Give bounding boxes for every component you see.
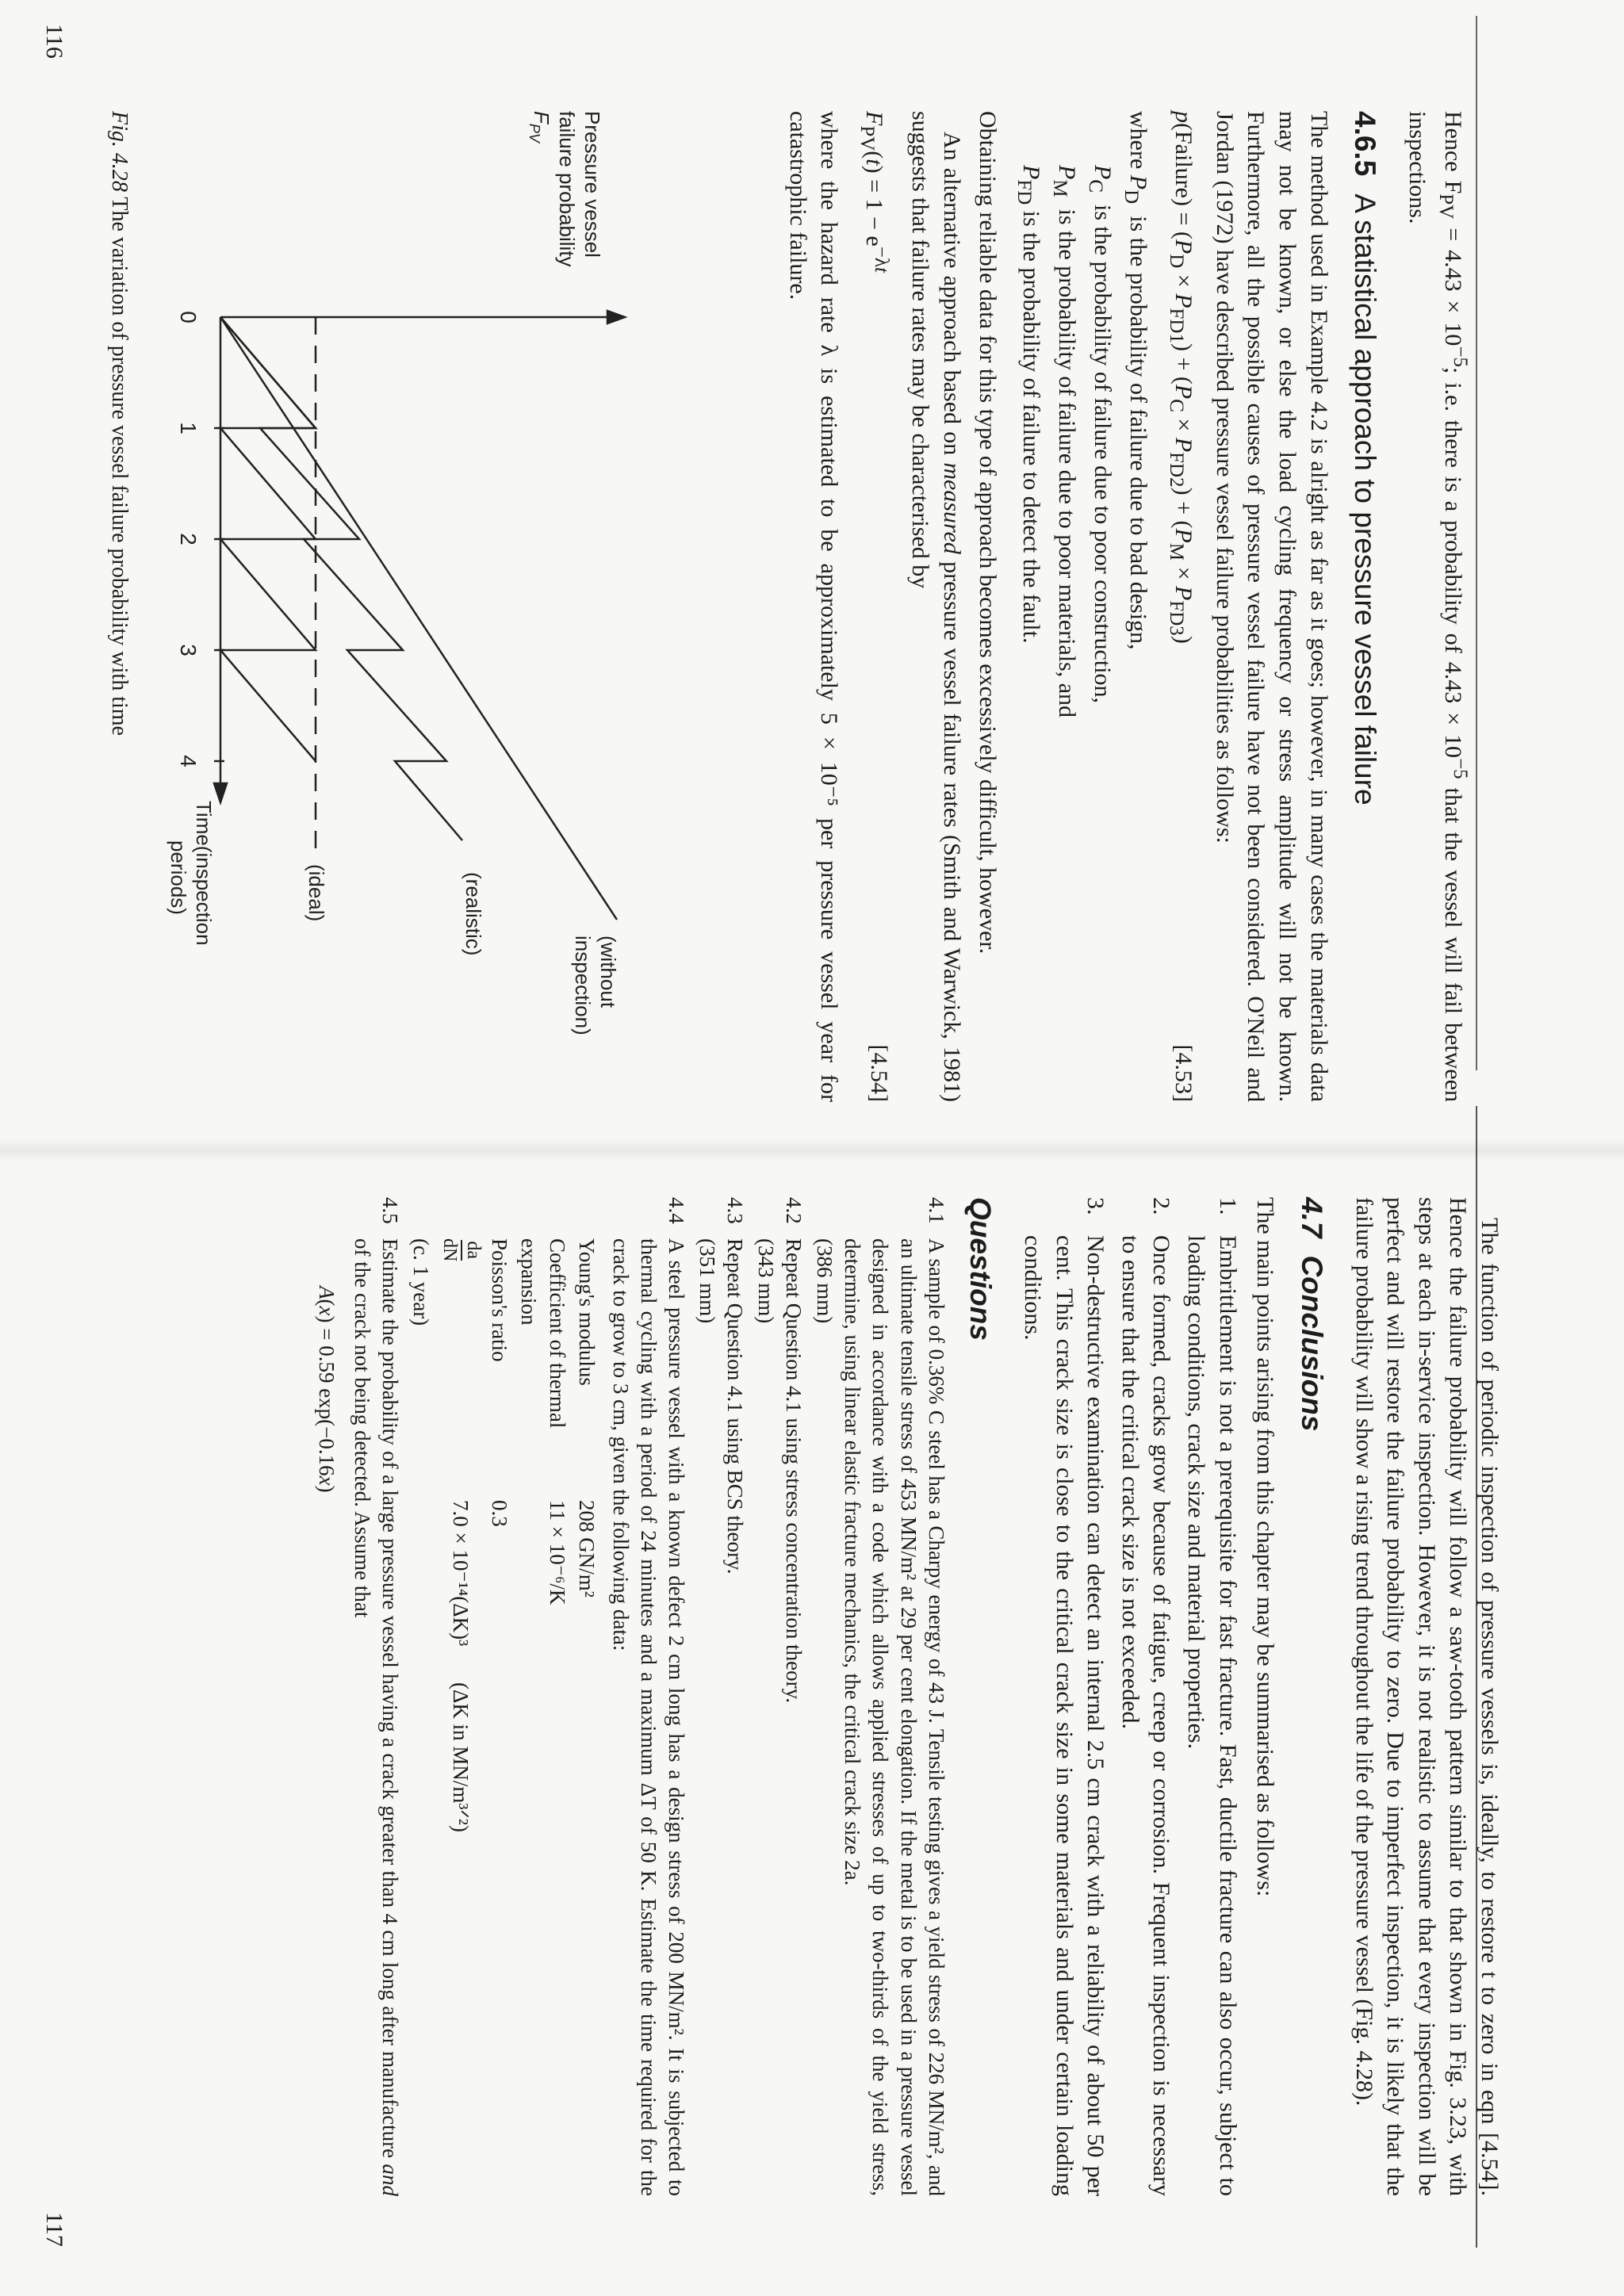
- conclusions-list: [1017, 1197, 1243, 2196]
- equation-4-53-tag: [4.53]: [1170, 1044, 1197, 1102]
- equation-4-54: [854, 111, 894, 1102]
- data-value: 11 × 10⁻⁶/K: [545, 1500, 569, 1605]
- list-item: 3. Non-destructive examination can detect an internal 2.5 cm crack with a reliability of about 50 per cent. This crack size is close to the critical crack size in some materials and under certain loading conditions.: [1020, 1197, 1109, 2196]
- data-value: 0.3: [487, 1500, 511, 1527]
- x-axis-label-line1: Time(inspection: [192, 801, 216, 946]
- equation-4-54-tag: [4.54]: [866, 1044, 893, 1102]
- crack-growth-rate: [439, 1238, 484, 1500]
- question-4-4-data: [439, 1238, 602, 2196]
- answer: (351 mm): [695, 1238, 719, 1324]
- x-tick-2: 2: [176, 533, 201, 545]
- question-4-1: 4.1 A sample of 0.36% C steel has a Charpy energy of 43 J. Tensile testing gives a yield stress of 226 MN/m², and an ultimate tensile stress of 453 MN/m² at 29 per cent elongation. If the metal is to be used in a pressure vessel designed in accordance with a code which allows applied stresses of up to two-thirds of the yield stress, determine, using linear elastic fracture mechanics, the critical crack size 2a. (386 mm): [813, 1197, 948, 2196]
- conclusions-intro: The main points arising from this chapter may be summarised as follows:: [1252, 1197, 1279, 1897]
- list-item: 2. Once formed, cracks grow because of fatigue, creep or corrosion. Frequent inspection is necessary to ensure that the critical crack size is not exceeded.: [1116, 1197, 1175, 2196]
- data-key: Poisson's ratio: [487, 1238, 511, 1362]
- data-key: Coefficient of thermal expansion: [517, 1238, 569, 1429]
- section-heading-4-6-5: [1346, 111, 1385, 1102]
- y-axis-label-line3: $F_{PV}$: [527, 111, 553, 143]
- definitions: [1011, 111, 1154, 1102]
- page-number-left: 116: [41, 24, 67, 59]
- paragraph-hazard-rate: where the hazard rate λ is estimated to be approximately 5 × 10⁻⁵ per pressure vessel year for catastrophic failure.: [784, 111, 843, 1102]
- definition-pc: $P_C$ is the probability of failure due to poor construction,: [1085, 165, 1116, 704]
- gutter: [0, 1138, 1624, 1162]
- intro-paragraph: Hence $F_{PV} = 4.43 \times 10^{-5}$; i.e. there is a probability of $4.43 \times 10^{-5}$ that the vessel will fail between inspections.: [1404, 111, 1471, 1103]
- definition-pd: where $P_D$ is the probability of failure due to bad design,: [1120, 111, 1152, 650]
- question-4-5-equation: A(x) = 0.59 exp(−0.16x): [314, 1286, 339, 1493]
- y-axis-label-line2: failure probability: [555, 111, 579, 267]
- definition-pm: $P_M$ is the probability of failure due to poor materials, and: [1049, 165, 1081, 718]
- label-without-line1: (without: [596, 936, 620, 1008]
- section-title: A statistical approach to pressure vessel failure: [1349, 193, 1382, 806]
- figure-caption-label: Fig. 4.28: [107, 111, 132, 192]
- right-page: [38, 1197, 1505, 2196]
- list-item: 1. Embrittlement is not a prerequisite for fast fracture. Fast, ductile fracture can also occur, subject to loading conditions, crack size and material properties.: [1183, 1197, 1241, 2196]
- equation-4-53: [1163, 111, 1199, 1102]
- paragraph-periodic-inspection: The function of periodic inspection of pressure vessels is, ideally, to restore t to zero in eqn [4.54]. Hence the failure probability will follow a saw-tooth pattern similar to that shown in Fig. 3.23, with steps at each in-service inspection. However, it is not realistic to assume that every inspection will be perfect and will restore the failure probability to zero. Due to imperfect inspection, it is likely that the failure probability will show a rising trend throughout the life of the pressure vessel (Fig. 4.28).: [1350, 1197, 1503, 2196]
- section-heading-4-7: [1292, 1197, 1331, 2196]
- crack-growth-value: 7.0 × 10⁻¹⁴(ΔK)³: [449, 1500, 473, 1647]
- section-number: 4.6.5: [1349, 111, 1382, 177]
- figure-caption-text: The variation of pressure vessel failure probability with time: [107, 191, 132, 736]
- x-tick-0: 0: [176, 311, 201, 323]
- data-key: Young's modulus: [575, 1238, 599, 1386]
- x-axis-arrow: [214, 783, 227, 802]
- line-realistic: [220, 317, 462, 840]
- figure-caption: [104, 111, 133, 736]
- label-realistic: (realistic): [462, 872, 485, 956]
- paragraph-alternative: An alternative approach based on measured pressure vessel failure rates (Smith and Warwick, 1981) suggests that failure rates may be characterised by: [907, 111, 965, 1103]
- line-ideal: [220, 317, 316, 761]
- da-dn-fraction: da dN: [439, 1238, 484, 1262]
- x-tick-1: 1: [176, 422, 201, 434]
- y-axis-arrow: [607, 311, 625, 323]
- data-value: 208 GN/m²: [575, 1500, 599, 1598]
- section-number: 4.7: [1296, 1197, 1329, 1238]
- paragraph-reliable-data: Obtaining reliable data for this type of approach becomes excessively difficult, however.: [975, 111, 1002, 955]
- section-title: Conclusions: [1296, 1255, 1329, 1432]
- definition-pfd: $P_{FD}$ is the probability of failure to detect the fault.: [1013, 165, 1045, 644]
- question-4-4-answer: (c. 1 year): [409, 1238, 433, 1326]
- y-axis-label-line1: Pressure vessel: [580, 111, 604, 258]
- equation-4-53-body: p(Failure) = $(P_D \times P_{FD1}) + (P_C \times P_{FD2}) + (P_M \times P_{FD3})$: [1166, 111, 1197, 644]
- top-rule-left: [1476, 16, 1477, 1070]
- question-4-4: 4.4 A steel pressure vessel with a known defect 2 cm long has a design stress of 200 MN/m². It is subjected to thermal cycling with a period of 24 minutes and a maximum ΔT of 50 K. Estimate the time required for the crack to grow to 3 cm, given the following data:: [608, 1197, 688, 2196]
- figure-4-28: [141, 111, 633, 1102]
- line-without-inspection: [220, 317, 617, 920]
- x-tick-4: 4: [176, 755, 201, 767]
- question-4-5: 4.5 Estimate the probability of a large pressure vessel having a crack greater than 4 cm long after manufacture and of the crack not being detected. Assume that: [350, 1197, 402, 2196]
- questions-heading: Questions: [964, 1197, 998, 1341]
- x-axis-label-line2: periods): [167, 840, 190, 915]
- page-number-right: 117: [41, 2212, 67, 2247]
- answer: (343 mm): [754, 1238, 779, 1324]
- left-page: [38, 111, 1473, 1102]
- paragraph-method: The method used in Example 4.2 is alright as far as it goes; however, in many cases the materials data may not be known, or else the load cycling frequency or stress amplitude will not be known. Furthermore, all the possible causes of pressure vessel failure have not been considered. O'Neil and Jordan (1972) have described pressure vessel failure probabilities as follows:: [1211, 111, 1332, 1102]
- x-tick-3: 3: [176, 644, 201, 656]
- crack-growth-unit: (ΔK in MN/m³ᐟ²): [449, 1682, 473, 1832]
- question-4-2: 4.2 Repeat Question 4.1 using stress concentration theory. (343 mm): [754, 1197, 806, 1704]
- label-ideal: (ideal): [304, 864, 328, 922]
- equation-4-54-body: $F_{PV}(t) = 1 - e^{-\lambda t}$: [856, 111, 893, 273]
- label-without-line2: inspection): [571, 936, 595, 1035]
- question-4-3: 4.3 Repeat Question 4.1 using BCS theory. (351 mm): [695, 1197, 747, 1575]
- answer: (386 mm): [813, 1238, 837, 1324]
